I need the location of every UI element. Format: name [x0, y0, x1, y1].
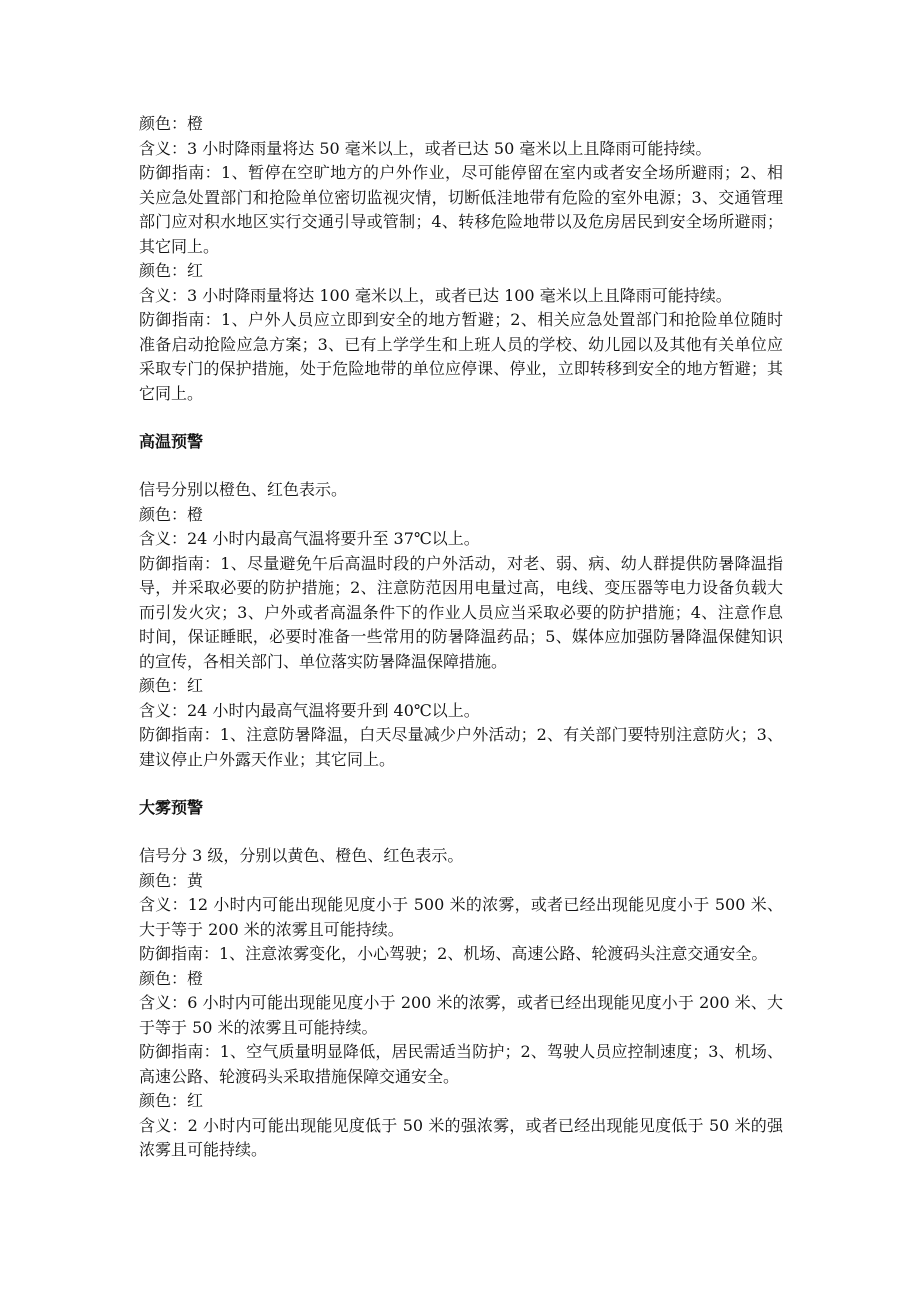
high-temp-orange-guide: 防御指南：1、尽量避免午后高温时段的户外活动，对老、弱、病、幼人群提供防暑降温指导，并采取必要的防护措施；2、注意防范因用电量过高，电线、变压器等电力设备负载大而引发火灾；3、户外或者高温条件下的作业人员应当采取必要的防护措施；4、注意作息时间，保证睡眠，必要时准备一些常用的防暑降温药品；5、媒体应加强防暑降温保健知识的宣传，各相关部门、单位落实防暑降温保障措施。 — [139, 553, 783, 671]
fog-orange-guide: 防御指南：1、空气质量明显降低，居民需适当防护；2、驾驶人员应控制速度；3、机场、高速公路、轮渡码头采取措施保障交通安全。 — [139, 1042, 783, 1086]
high-temp-orange-meaning: 含义：24 小时内最高气温将要升至 37℃以上。 — [139, 529, 480, 548]
rain-orange-guide: 防御指南：1、暂停在空旷地方的户外作业，尽可能停留在室内或者安全场所避雨；2、相关应急处置部门和抢险单位密切监视灾情，切断低洼地带有危险的室外电源；3、交通管理部门应对积水地区实行交通引导或管制；4、转移危险地带以及危房居民到安全场所避雨；其它同上。 — [139, 163, 783, 256]
fog-yellow-meaning: 含义：12 小时内可能出现能见度小于 500 米的浓雾，或者已经出现能见度小于 500 米、大于等于 200 米的浓雾且可能持续。 — [139, 895, 783, 939]
rain-orange-meaning: 含义：3 小时降雨量将达 50 毫米以上，或者已达 50 毫米以上且降雨可能持续。 — [139, 138, 712, 158]
fog-orange-meaning: 含义：6 小时内可能出现能见度小于 200 米的浓雾，或者已经出现能见度小于 200 米、大于等于 50 米的浓雾且可能持续。 — [139, 993, 783, 1037]
high-temp-red-guide: 防御指南：1、注意防暑降温，白天尽量减少户外活动；2、有关部门要特别注意防火；3、建议停止户外露天作业；其它同上。 — [139, 725, 783, 769]
document-body — [139, 112, 783, 1163]
fog-intro: 信号分 3 级，分别以黄色、橙色、红色表示。 — [139, 846, 464, 865]
spacer — [139, 772, 783, 796]
fog-red-meaning: 含义：2 小时内可能出现能见度低于 50 米的强浓雾，或者已经出现能见度低于 50 米的强浓雾且可能持续。 — [139, 1115, 783, 1159]
fog-yellow-guide: 防御指南：1、注意浓雾变化，小心驾驶；2、机场、高速公路、轮渡码头注意交通安全。 — [139, 944, 768, 963]
section-heading-high-temp: 高温预警 — [139, 432, 204, 451]
fog-orange-color: 颜色：橙 — [139, 968, 204, 988]
spacer — [139, 406, 783, 430]
high-temp-intro: 信号分别以橙色、红色表示。 — [139, 480, 348, 499]
section-heading-fog: 大雾预警 — [139, 798, 204, 817]
high-temp-red-meaning: 含义：24 小时内最高气温将要升到 40℃以上。 — [139, 700, 480, 720]
rain-red-guide: 防御指南：1、户外人员应立即到安全的地方暂避；2、相关应急处置部门和抢险单位随时准备启动抢险应急方案；3、已有上学学生和上班人员的学校、幼儿园以及其他有关单位应采取专门的保护措施，处于危险地带的单位应停课、停业，立即转移到安全的地方暂避；其它同上。 — [139, 310, 783, 403]
spacer — [139, 820, 783, 844]
rain-orange-color: 颜色：橙 — [139, 114, 204, 133]
rain-red-color: 颜色：红 — [139, 261, 204, 280]
spacer — [139, 454, 783, 478]
high-temp-orange-color: 颜色：橙 — [139, 504, 204, 524]
high-temp-red-color: 颜色：红 — [139, 676, 204, 695]
fog-red-color: 颜色：红 — [139, 1091, 204, 1110]
rain-red-meaning: 含义：3 小时降雨量将达 100 毫米以上，或者已达 100 毫米以上且降雨可能持续。 — [139, 285, 732, 305]
fog-yellow-color: 颜色：黄 — [139, 870, 204, 890]
